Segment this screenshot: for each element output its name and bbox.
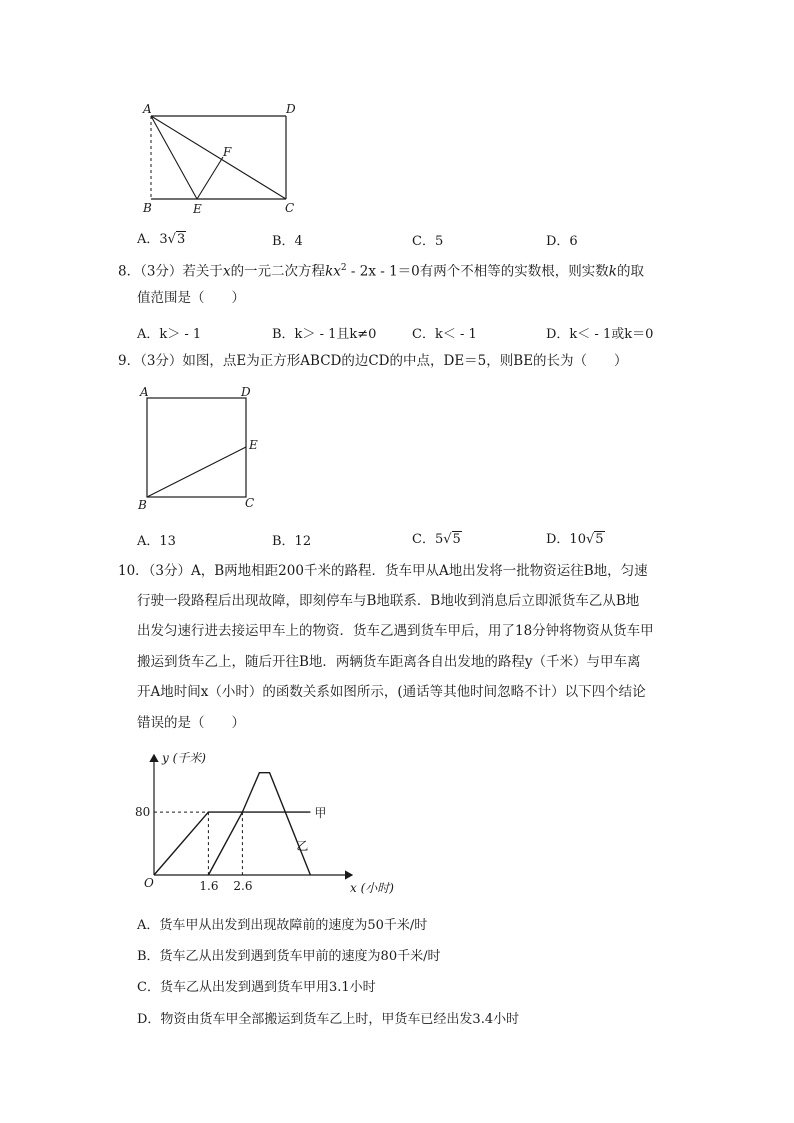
q8-option-d: D．k＜ - 1或k＝0 bbox=[546, 327, 654, 342]
q7-label-e: E bbox=[193, 202, 202, 216]
q7-option-c: C．5 bbox=[412, 234, 444, 249]
q9-label-a: A bbox=[140, 385, 149, 399]
q10-option-c: C．货车乙从出发到遇到货车甲用3.1小时 bbox=[137, 980, 376, 995]
series-yi-line bbox=[208, 773, 310, 875]
q8-stem-line1: 8．（3分）若关于x的一元二次方程$kx^2 - 2x - 1=0$有两个不相等的实数根，则实数k的取 bbox=[118, 263, 644, 280]
q7-label-b: B bbox=[143, 201, 152, 215]
q10-stem-line6: 错误的是（ ） bbox=[137, 715, 245, 731]
chart-y-tick-80: 80 bbox=[135, 805, 151, 820]
q8-option-b: B．k＞ - 1且k≠0 bbox=[272, 327, 377, 342]
q7-option-d: D．6 bbox=[546, 234, 578, 249]
series-jia-label: 甲 bbox=[314, 806, 327, 821]
q10-stem-line4: 搬运到货车乙上，随后开往B地．两辆货车距离各自出发地的路程y（千米）与甲车离 bbox=[137, 654, 641, 670]
series-jia-line bbox=[154, 812, 310, 875]
q8-stem-line2: 值范围是（ ） bbox=[137, 290, 245, 306]
q9-label-e: E bbox=[249, 438, 258, 452]
q7-label-a: A bbox=[143, 102, 152, 116]
series-yi-label: 乙 bbox=[296, 839, 309, 854]
q10-stem-line3: 出发匀速行进去接运甲车上的物资．货车乙遇到货车甲后，用了18分钟将物资从货车甲 bbox=[137, 623, 654, 639]
q7-label-f: F bbox=[223, 145, 232, 159]
chart-x-tick-2-6: 2.6 bbox=[233, 879, 253, 893]
chart-y-label: y (千米) bbox=[162, 751, 206, 765]
q9-option-b: B．12 bbox=[272, 534, 312, 549]
q10-stem-line1: 10．（3分）A，B两地相距200千米的路程．货车甲从A地出发将一批物资运往B地，匀速 bbox=[118, 563, 648, 579]
q7-figure bbox=[135, 100, 335, 220]
q10-chart bbox=[132, 745, 412, 900]
q8-option-a: A．k＞ - 1 bbox=[137, 327, 202, 342]
q10-stem-line2: 行驶一段路程后出现故障，即刻停车与B地联系．B地收到消息后立即派货车乙从B地 bbox=[137, 593, 640, 609]
q7-label-c: C bbox=[285, 201, 295, 215]
chart-x-tick-1-6: 1.6 bbox=[199, 879, 219, 893]
q9-option-c: C．5√5 bbox=[412, 532, 461, 547]
q10-option-b: B．货车乙从出发到遇到货车甲前的速度为80千米/时 bbox=[137, 949, 441, 964]
q7-label-d: D bbox=[286, 102, 296, 116]
q9-figure bbox=[135, 381, 285, 521]
q9-label-c: C bbox=[245, 496, 255, 510]
q9-label-b: B bbox=[138, 498, 147, 512]
q7-option-a: A．3√3 bbox=[137, 232, 186, 247]
q8-option-c: C．k＜ - 1 bbox=[412, 327, 477, 342]
q9-label-d: D bbox=[241, 385, 251, 399]
q10-option-a: A．货车甲从出发到出现故障前的速度为50千米/时 bbox=[137, 918, 428, 933]
chart-x-label: x (小时) bbox=[350, 881, 394, 895]
q9-option-a: A．13 bbox=[137, 534, 176, 549]
q10-option-d: D．物资由货车甲全部搬运到货车乙上时，甲货车已经出发3.4小时 bbox=[137, 1012, 520, 1027]
q9-option-d: D．10√5 bbox=[546, 532, 604, 547]
chart-origin-label: O bbox=[144, 876, 154, 890]
q9-stem: 9．（3分）如图，点E为正方形ABCD的边CD的中点，DE＝5，则BE的长为（ ） bbox=[118, 353, 628, 369]
q7-option-b: B．4 bbox=[272, 234, 303, 249]
q10-stem-line5: 开A地时间x（小时）的函数关系如图所示，(通话等其他时间忽略不计）以下四个结论 bbox=[137, 684, 646, 700]
